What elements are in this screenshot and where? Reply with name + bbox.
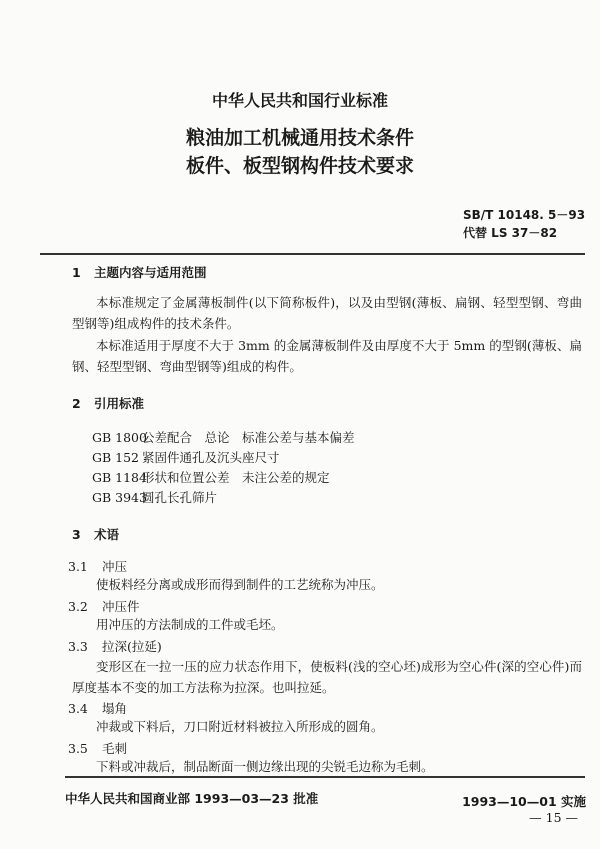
standard-code: SB/T 10148. 5－93	[463, 208, 586, 222]
ref-code: GB 1800	[92, 430, 147, 445]
section-number: 2	[72, 396, 81, 411]
replaces-code: 代替 LS 37－82	[463, 226, 558, 240]
section-title: 引用标准	[94, 396, 145, 411]
section-title: 主题内容与适用范围	[94, 265, 207, 280]
term-definition: 用冲压的方法制成的工件或毛坯。	[96, 617, 284, 632]
effective-date: 1993—10—01 实施	[462, 794, 586, 809]
term-definition: 下料或冲裁后，制品断面一侧边缘出现的尖锐毛边称为毛刺。	[96, 759, 434, 774]
section-3-heading	[72, 525, 119, 543]
term-name: 塌角	[102, 701, 128, 716]
term-number: 3.4	[68, 701, 88, 716]
term-number: 3.2	[68, 599, 88, 614]
section-number: 1	[72, 265, 81, 280]
title-line-2: 板件、板型钢构件技术要求	[185, 155, 414, 177]
ref-title: 紧固件通孔及沉头座尺寸	[142, 450, 280, 465]
ref-code: GB 3943	[92, 490, 147, 505]
reference-item	[92, 428, 355, 448]
footer-divider	[65, 776, 585, 778]
header-divider	[40, 253, 585, 255]
term-number: 3.5	[68, 741, 88, 756]
section-title: 术语	[94, 527, 120, 542]
ref-title: 圆孔长孔筛片	[142, 490, 218, 505]
reference-item	[92, 448, 355, 468]
standard-category: 中华人民共和国行业标准	[211, 91, 388, 110]
term-heading	[68, 597, 140, 615]
ref-title: 形状和位置公差 未注公差的规定	[142, 470, 330, 485]
term-definition: 冲裁或下料后，刀口附近材料被拉入所形成的圆角。	[96, 719, 384, 734]
approval-line: 中华人民共和国商业部 1993—03—23 批准	[65, 791, 319, 806]
section-number: 3	[72, 527, 81, 542]
term-name: 毛刺	[102, 741, 128, 756]
ref-code: GB 152	[92, 450, 140, 465]
term-number: 3.1	[68, 559, 88, 574]
title-line-1: 粮油加工机械通用技术条件	[185, 127, 414, 149]
section-1-heading	[72, 263, 207, 281]
term-heading	[68, 699, 127, 717]
paragraph: 本标准适用于厚度不大于 3mm 的金属薄板制件及由厚度不大于 5mm 的型钢(薄板、扁钢、轻型型钢、弯曲型钢等)组成的构件。	[72, 338, 582, 374]
term-definition: 使板料经分离或成形而得到制件的工艺统称为冲压。	[96, 577, 384, 592]
term-number: 3.3	[68, 639, 88, 654]
section-2-heading	[72, 394, 144, 412]
reference-item	[92, 468, 355, 488]
term-heading	[68, 637, 162, 655]
ref-title: 公差配合 总论 标准公差与基本偏差	[142, 430, 355, 445]
term-definition: 变形区在一拉一压的应力状态作用下，使板料(浅的空心坯)成形为空心件(深的空心件)而厚度基本不变的加工方法称为拉深。也叫拉延。	[72, 659, 582, 695]
term-heading	[68, 739, 127, 757]
term-name: 冲压	[102, 559, 128, 574]
reference-list	[92, 428, 355, 508]
term-name: 拉深(拉延)	[102, 639, 162, 654]
page-number: — 15 —	[529, 810, 578, 825]
reference-item	[92, 488, 355, 508]
term-name: 冲压件	[102, 599, 140, 614]
ref-code: GB 1184	[92, 470, 147, 485]
paragraph: 本标准规定了金属薄板制件(以下简称板件)，以及由型钢(薄板、扁钢、轻型型钢、弯曲型钢等)组成构件的技术条件。	[72, 295, 582, 331]
term-heading	[68, 557, 127, 575]
